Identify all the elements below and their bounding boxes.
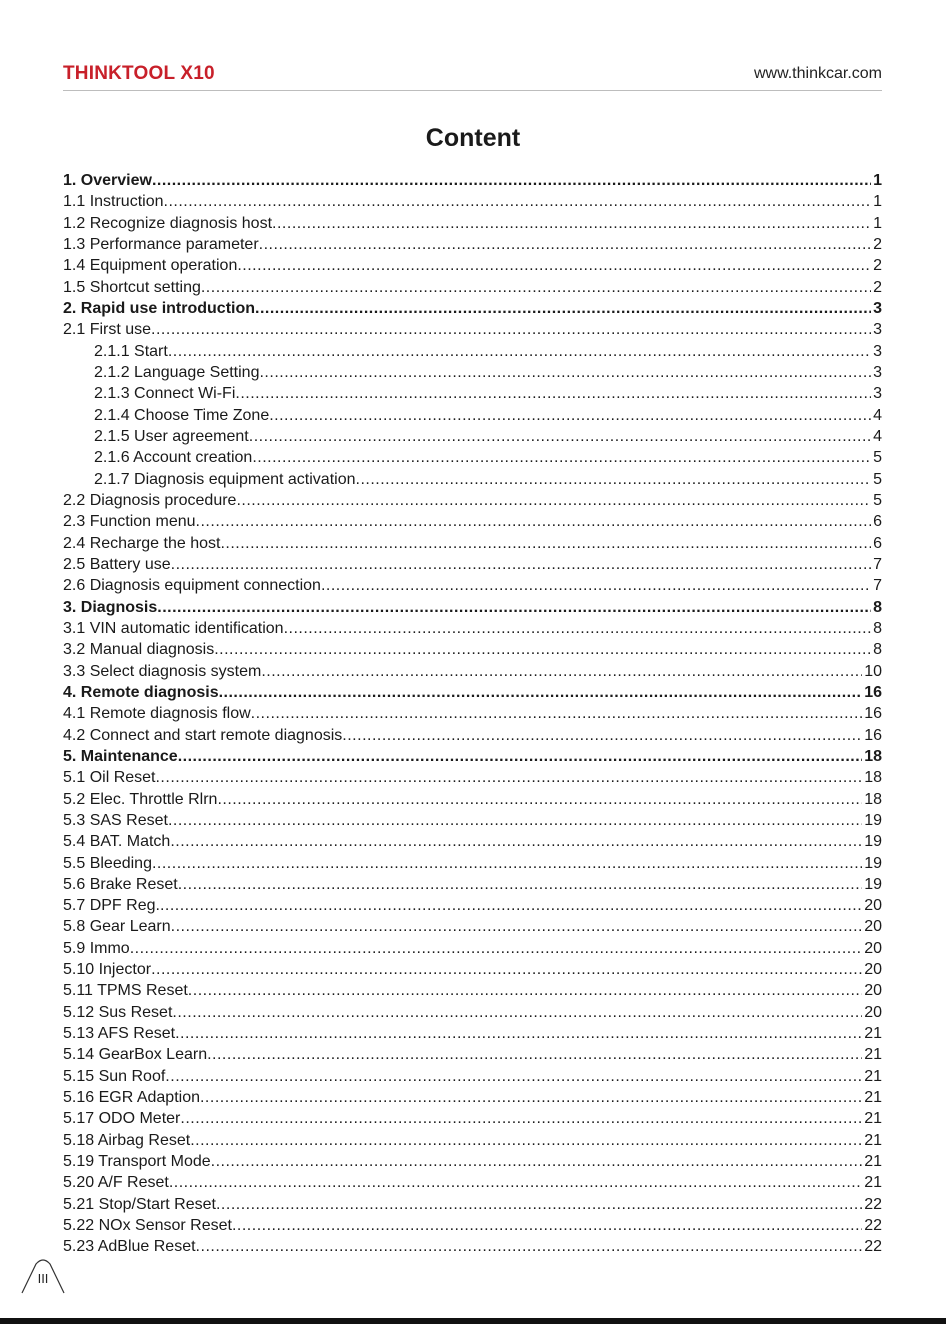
toc-entry-title: 5.13 AFS Reset [63, 1025, 176, 1043]
toc-entry-title: 5.4 BAT. Match [63, 833, 171, 851]
toc-entry[interactable] [63, 575, 882, 596]
toc-entry-title: 5.9 Immo [63, 939, 130, 957]
toc-dot-leader [160, 895, 862, 916]
toc-entry-title: 1.4 Equipment operation [63, 257, 238, 275]
toc-entry[interactable] [63, 618, 882, 639]
toc-entry[interactable] [63, 810, 882, 831]
toc-entry-page: 5 [873, 491, 882, 509]
toc-entry[interactable] [63, 1044, 882, 1065]
toc-entry-title: 2.1.3 Connect Wi-Fi [94, 385, 236, 403]
toc-entry[interactable] [63, 319, 882, 340]
toc-dot-leader [255, 298, 871, 319]
toc-entry[interactable] [63, 277, 882, 298]
toc-entry-page: 8 [873, 598, 882, 616]
toc-entry-page: 21 [864, 1067, 882, 1085]
toc-entry-page: 20 [864, 918, 882, 936]
toc-dot-leader [178, 746, 863, 767]
toc-entry[interactable] [63, 362, 882, 383]
toc-entry[interactable] [63, 1215, 882, 1236]
toc-entry-page: 6 [873, 513, 882, 531]
toc-dot-leader [165, 1066, 862, 1087]
toc-entry-page: 16 [864, 683, 882, 701]
toc-dot-leader [201, 277, 871, 298]
toc-entry-page: 20 [864, 961, 882, 979]
toc-dot-leader [236, 490, 871, 511]
toc-entry-title: 2.4 Recharge the host [63, 534, 221, 552]
toc-entry-page: 22 [864, 1238, 882, 1256]
toc-entry[interactable] [63, 725, 882, 746]
toc-entry[interactable] [63, 1002, 882, 1023]
toc-dot-leader [216, 1194, 862, 1215]
toc-dot-leader [207, 1044, 862, 1065]
toc-entry[interactable] [63, 767, 882, 788]
toc-entry-title: 3.1 VIN automatic identification [63, 619, 284, 637]
toc-dot-leader [178, 874, 862, 895]
toc-entry-title: 5.1 Oil Reset [63, 769, 156, 787]
toc-entry-title: 2.1.6 Account creation [94, 449, 253, 467]
toc-entry[interactable] [63, 746, 882, 767]
toc-entry-page: 10 [864, 662, 882, 680]
toc-dot-leader [168, 810, 862, 831]
toc-entry-title: 2.1.7 Diagnosis equipment activation [94, 470, 356, 488]
toc-entry-title: 5.15 Sun Roof [63, 1067, 166, 1085]
toc-entry-page: 20 [864, 1003, 882, 1021]
toc-entry[interactable] [63, 789, 882, 810]
toc-entry-title: 2.1 First use [63, 321, 152, 339]
toc-dot-leader [321, 575, 871, 596]
toc-dot-leader [237, 255, 871, 276]
toc-entry[interactable] [63, 682, 882, 703]
toc-dot-leader [151, 959, 862, 980]
toc-entry-title: 5.20 A/F Reset [63, 1174, 169, 1192]
toc-dot-leader [269, 405, 871, 426]
toc-entry-page: 1 [873, 193, 882, 211]
toc-entry[interactable] [63, 959, 882, 980]
toc-entry-page: 18 [864, 747, 882, 765]
toc-entry-title: 5.8 Gear Learn [63, 918, 171, 936]
toc-dot-leader [214, 639, 871, 660]
toc-entry-page: 2 [873, 278, 882, 296]
toc-entry[interactable] [63, 597, 882, 618]
toc-entry[interactable] [63, 170, 882, 191]
toc-dot-leader [175, 1023, 862, 1044]
toc-entry[interactable] [63, 661, 882, 682]
toc-entry[interactable] [63, 490, 882, 511]
toc-dot-leader [220, 533, 871, 554]
toc-entry-page: 3 [873, 342, 882, 360]
toc-entry[interactable] [63, 1108, 882, 1129]
toc-entry[interactable] [63, 533, 882, 554]
toc-entry-title: 2. Rapid use introduction [63, 299, 256, 317]
toc-entry[interactable] [63, 703, 882, 724]
toc-entry-page: 2 [873, 235, 882, 253]
toc-entry-page: 3 [873, 299, 882, 317]
toc-entry-title: 3.2 Manual diagnosis [63, 641, 215, 659]
toc-entry-title: 5.21 Stop/Start Reset [63, 1195, 216, 1213]
toc-entry-title: 5.2 Elec. Throttle Rlrn [63, 790, 218, 808]
toc-entry-title: 5.10 Injector [63, 961, 152, 979]
toc-entry[interactable] [63, 853, 882, 874]
toc-dot-leader [155, 767, 862, 788]
toc-dot-leader [284, 618, 872, 639]
toc-entry-title: 1.3 Performance parameter [63, 235, 259, 253]
toc-entry-page: 22 [864, 1217, 882, 1235]
toc-entry-page: 5 [873, 470, 882, 488]
toc-dot-leader [252, 447, 871, 468]
page-number-tab [20, 1258, 66, 1294]
toc-entry[interactable] [63, 383, 882, 404]
toc-dot-leader [200, 1087, 862, 1108]
toc-entry[interactable] [63, 511, 882, 532]
toc-dot-leader [152, 170, 871, 191]
toc-entry-page: 5 [873, 449, 882, 467]
toc-entry-title: 2.2 Diagnosis procedure [63, 491, 237, 509]
toc-entry-page: 21 [864, 1046, 882, 1064]
toc-entry-page: 18 [864, 769, 882, 787]
toc-entry-page: 8 [873, 619, 882, 637]
toc-entry-page: 7 [873, 577, 882, 595]
toc-entry-title: 1. Overview [63, 172, 152, 189]
toc-entry[interactable] [63, 1023, 882, 1044]
toc-dot-leader [342, 725, 862, 746]
toc-dot-leader [188, 980, 862, 1001]
toc-entry-title: 4. Remote diagnosis [63, 683, 219, 701]
toc-dot-leader [261, 661, 862, 682]
toc-entry[interactable] [63, 1066, 882, 1087]
toc-dot-leader [168, 341, 871, 362]
toc-entry-title: 5.7 DPF Reg. [63, 897, 160, 915]
bottom-edge-bar [0, 1318, 946, 1324]
toc-entry-page: 19 [864, 833, 882, 851]
toc-entry-title: 5.23 AdBlue Reset [63, 1238, 196, 1256]
toc-entry-title: 4.1 Remote diagnosis flow [63, 705, 251, 723]
toc-entry-page: 21 [864, 1089, 882, 1107]
toc-entry-page: 21 [864, 1174, 882, 1192]
toc-entry-title: 2.3 Function menu [63, 513, 196, 531]
toc-entry-title: 5.18 Airbag Reset [63, 1131, 191, 1149]
toc-entry[interactable] [63, 916, 882, 937]
toc-dot-leader [219, 682, 863, 703]
toc-entry-page: 21 [864, 1025, 882, 1043]
toc-entry[interactable] [63, 831, 882, 852]
toc-entry-page: 2 [873, 257, 882, 275]
toc-dot-leader [356, 469, 872, 490]
toc-entry[interactable] [63, 639, 882, 660]
toc-entry-title: 2.6 Diagnosis equipment connection [63, 577, 321, 595]
toc-entry-title: 3.3 Select diagnosis system [63, 662, 262, 680]
toc-entry-title: 5.6 Brake Reset [63, 875, 178, 893]
toc-dot-leader [130, 938, 863, 959]
toc-entry-page: 16 [864, 726, 882, 744]
toc-entry[interactable] [63, 191, 882, 212]
toc-dot-leader [164, 191, 872, 212]
toc-entry-title: 2.1.4 Choose Time Zone [94, 406, 270, 424]
toc-dot-leader [249, 426, 871, 447]
toc-entry[interactable] [63, 234, 882, 255]
website-url[interactable]: www.thinkcar.com [753, 65, 882, 82]
toc-entry-page: 4 [873, 406, 882, 424]
toc-dot-leader [217, 789, 862, 810]
page-number: III [37, 1271, 49, 1286]
toc-entry-title: 1.1 Instruction [63, 193, 164, 211]
toc-entry[interactable] [63, 469, 882, 490]
toc-entry-page: 3 [873, 363, 882, 381]
toc-entry-page: 19 [864, 854, 882, 872]
toc-entry-title: 2.1.1 Start [94, 342, 168, 360]
toc-entry-page: 1 [873, 214, 882, 232]
toc-entry[interactable] [63, 298, 882, 319]
toc-entry[interactable] [63, 980, 882, 1001]
toc-entry-page: 1 [873, 172, 882, 189]
toc-entry-page: 7 [873, 555, 882, 573]
toc-entry-title: 5.11 TPMS Reset [63, 982, 188, 1000]
toc-entry-title: 2.1.5 User agreement [94, 427, 249, 445]
toc-entry-page: 8 [873, 641, 882, 659]
toc-entry[interactable] [63, 938, 882, 959]
toc-entry-page: 20 [864, 982, 882, 1000]
toc-dot-leader [169, 1172, 862, 1193]
toc-dot-leader [259, 234, 871, 255]
toc-dot-leader [251, 703, 863, 724]
toc-entry-page: 20 [864, 939, 882, 957]
toc-entry-page: 18 [864, 790, 882, 808]
toc-entry[interactable] [63, 1130, 882, 1151]
toc-dot-leader [152, 853, 862, 874]
toc-entry-title: 1.5 Shortcut setting [63, 278, 201, 296]
toc-entry-title: 5.22 NOx Sensor Reset [63, 1217, 232, 1235]
table-of-contents [63, 170, 882, 1258]
toc-entry[interactable] [63, 895, 882, 916]
toc-dot-leader [196, 1236, 863, 1257]
toc-entry-title: 5.5 Bleeding [63, 854, 152, 872]
toc-dot-leader [172, 1002, 862, 1023]
toc-entry-page: 21 [864, 1153, 882, 1171]
toc-dot-leader [190, 1130, 862, 1151]
toc-entry[interactable] [63, 255, 882, 276]
toc-entry[interactable] [63, 1194, 882, 1215]
toc-dot-leader [171, 916, 863, 937]
toc-dot-leader [157, 597, 871, 618]
toc-dot-leader [235, 383, 871, 404]
toc-entry-page: 19 [864, 811, 882, 829]
toc-entry-title: 1.2 Recognize diagnosis host [63, 214, 273, 232]
toc-entry-page: 3 [873, 321, 882, 339]
brand-logo-text: THINKTOOL X10 [63, 63, 215, 84]
toc-entry-page: 19 [864, 875, 882, 893]
toc-dot-leader [272, 213, 871, 234]
toc-entry-title: 3. Diagnosis [63, 598, 158, 616]
toc-entry-title: 5.16 EGR Adaption [63, 1089, 200, 1107]
toc-entry-title: 2.1.2 Language Setting [94, 363, 260, 381]
toc-entry-title: 5.14 GearBox Learn [63, 1046, 208, 1064]
toc-entry-page: 3 [873, 385, 882, 403]
page-header [63, 62, 882, 91]
toc-entry-page: 21 [864, 1110, 882, 1128]
toc-dot-leader [171, 554, 871, 575]
toc-entry-title: 5. Maintenance [63, 747, 178, 765]
toc-dot-leader [196, 511, 872, 532]
toc-entry[interactable] [63, 874, 882, 895]
toc-entry-page: 22 [864, 1195, 882, 1213]
toc-dot-leader [259, 362, 871, 383]
toc-entry-title: 2.5 Battery use [63, 555, 171, 573]
toc-dot-leader [170, 831, 862, 852]
toc-entry[interactable] [63, 341, 882, 362]
toc-entry-page: 4 [873, 427, 882, 445]
toc-dot-leader [151, 319, 871, 340]
toc-entry-title: 5.17 ODO Meter [63, 1110, 181, 1128]
toc-entry-title: 5.3 SAS Reset [63, 811, 168, 829]
toc-entry-title: 5.19 Transport Mode [63, 1153, 211, 1171]
toc-entry[interactable] [63, 426, 882, 447]
toc-entry-page: 6 [873, 534, 882, 552]
toc-entry[interactable] [63, 1236, 882, 1257]
toc-entry[interactable] [63, 1172, 882, 1193]
toc-dot-leader [232, 1215, 862, 1236]
toc-dot-leader [180, 1108, 862, 1129]
toc-entry-page: 20 [864, 897, 882, 915]
toc-entry[interactable] [63, 405, 882, 426]
toc-entry[interactable] [63, 1151, 882, 1172]
toc-entry[interactable] [63, 213, 882, 234]
toc-entry-page: 16 [864, 705, 882, 723]
toc-entry[interactable] [63, 447, 882, 468]
page-title: Content [425, 124, 521, 152]
toc-dot-leader [211, 1151, 863, 1172]
toc-entry[interactable] [63, 554, 882, 575]
toc-entry-page: 21 [864, 1131, 882, 1149]
toc-entry-title: 5.12 Sus Reset [63, 1003, 173, 1021]
toc-entry[interactable] [63, 1087, 882, 1108]
toc-entry-title: 4.2 Connect and start remote diagnosis [63, 726, 343, 744]
